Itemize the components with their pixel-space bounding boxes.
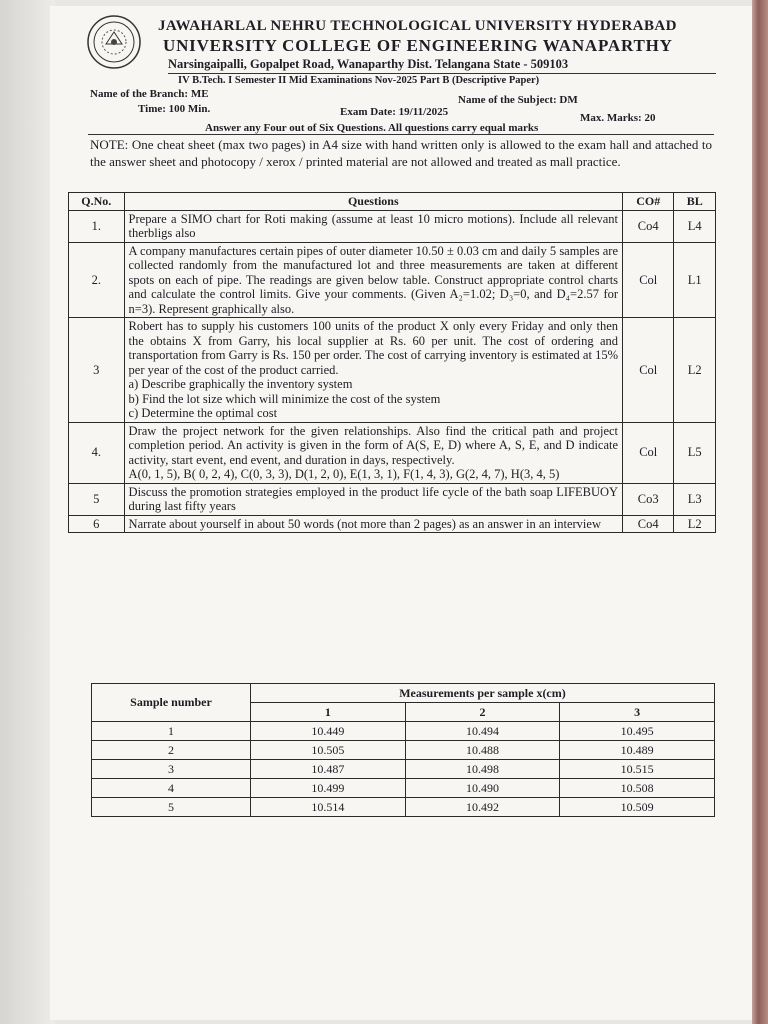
sample-row (92, 760, 715, 779)
measurement-col-1: 1 (251, 703, 406, 722)
subject-name: Name of the Subject: DM (458, 94, 578, 106)
question-number: 5 (69, 483, 125, 515)
measurement-value: 10.515 (560, 760, 715, 779)
question-row (69, 242, 716, 318)
sample-number: 5 (92, 798, 251, 817)
question-line: b) Find the lot size which will minimize the cost of the system (128, 391, 441, 406)
question-line: Prepare a SIMO chart for Roti making (assume at least 10 micro motions). Include all relevant therbligs also (128, 211, 619, 240)
questions-body (69, 210, 716, 533)
page-shadow (0, 0, 55, 1024)
measurement-value: 10.509 (560, 798, 715, 817)
course-outcome: Col (623, 318, 674, 423)
question-number: 3 (69, 318, 125, 423)
question-number: 4. (69, 422, 125, 483)
co-header: CO# (623, 193, 674, 211)
sample-number-header: Sample number (92, 684, 251, 722)
question-row (69, 515, 716, 533)
samples-table (91, 683, 715, 817)
question-line: c) Determine the optimal cost (128, 406, 278, 420)
sample-number: 1 (92, 722, 251, 741)
college-name: UNIVERSITY COLLEGE OF ENGINEERING WANAPARTHY (163, 36, 673, 55)
measurement-value: 10.487 (251, 760, 406, 779)
blooms-level: L5 (674, 422, 716, 483)
blooms-level: L2 (674, 515, 716, 533)
measurement-value: 10.498 (405, 760, 560, 779)
measurement-value: 10.505 (251, 741, 406, 760)
background-fabric (752, 0, 768, 1024)
measurement-value: 10.514 (251, 798, 406, 817)
sample-number: 3 (92, 760, 251, 779)
question-line: A(0, 1, 5), B( 0, 2, 4), C(0, 3, 3), D(1, 2, 0), E(1, 3, 1), F(1, 4, 3), G(2, 4, 7), H(3, 4, 5) (128, 467, 560, 481)
measurement-value: 10.492 (405, 798, 560, 817)
measurement-col-2: 2 (405, 703, 560, 722)
question-text (124, 318, 622, 423)
measurement-value: 10.494 (405, 722, 560, 741)
university-name: JAWAHARLAL NEHRU TECHNOLOGICAL UNIVERSITY HYDERABAD (158, 18, 677, 34)
question-row (69, 422, 716, 483)
measurement-value: 10.499 (251, 779, 406, 798)
sample-row (92, 722, 715, 741)
blooms-level: L1 (674, 242, 716, 318)
measurements-header: Measurements per sample x(cm) (251, 684, 715, 703)
question-line: A company manufactures certain pipes of outer diameter 10.50 ± 0.03 cm and daily 5 samples are collected randomly from the manufactured lot and three measurements are taken at different spots on each of pipe. The readings are given below table. Construct appropriate control charts and calculate the control limits. Give your comments. (Given A₂=1.02; D₃=0, and D₄=2.57 for n=3). Represent graphically also. (128, 243, 619, 316)
question-text (124, 515, 622, 533)
measurement-value: 10.490 (405, 779, 560, 798)
sample-number: 4 (92, 779, 251, 798)
header-rule (168, 73, 716, 74)
samples-header-row (92, 684, 715, 703)
questions-header-row (69, 193, 716, 211)
question-text (124, 422, 622, 483)
question-text (124, 210, 622, 242)
question-row (69, 210, 716, 242)
course-outcome: Col (623, 242, 674, 318)
questions-table (68, 192, 716, 533)
measurement-value: 10.488 (405, 741, 560, 760)
question-text (124, 242, 622, 318)
question-number: 6 (69, 515, 125, 533)
exam-date: Exam Date: 19/11/2025 (340, 106, 449, 118)
samples-body (92, 722, 715, 817)
sample-number: 2 (92, 741, 251, 760)
course-outcome: Col (623, 422, 674, 483)
exam-title: IV B.Tech. I Semester II Mid Examinations Nov-2025 Part B (Descriptive Paper) (178, 75, 540, 86)
question-text (124, 483, 622, 515)
measurement-value: 10.489 (560, 741, 715, 760)
branch-name: Name of the Branch: ME (90, 88, 209, 100)
question-line: Narrate about yourself in about 50 words (not more than 2 pages) as an answer in an interview (128, 516, 601, 531)
question-line: Draw the project network for the given relationships. Also find the critical path and project completion period. An activity is given in the form of A(S, E, D) where A, S, E, and D indicate activity, start event, end event, and duration in days, respectively. (128, 423, 619, 467)
college-address: Narsingaipalli, Gopalpet Road, Wanaparthy Dist. Telangana State - 509103 (168, 57, 569, 71)
questions-header: Questions (124, 193, 622, 211)
measurement-value: 10.449 (251, 722, 406, 741)
measurement-col-3: 3 (560, 703, 715, 722)
instructions-rule (88, 134, 714, 135)
university-seal-icon (86, 14, 142, 70)
measurement-value: 10.508 (560, 779, 715, 798)
qno-header: Q.No. (69, 193, 125, 211)
blooms-level: L2 (674, 318, 716, 423)
cheat-sheet-note: NOTE: One cheat sheet (max two pages) in A4 size with hand written only is allowed to the exam hall and attached to the answer sheet and photocopy / xerox / printed material are not allowed and treated as mall practice. (90, 137, 712, 169)
blooms-level: L3 (674, 483, 716, 515)
max-marks: Max. Marks: 20 (580, 112, 656, 124)
course-outcome: Co3 (623, 483, 674, 515)
course-outcome: Co4 (623, 515, 674, 533)
question-number: 2. (69, 242, 125, 318)
sample-row (92, 798, 715, 817)
blooms-level: L4 (674, 210, 716, 242)
question-number: 1. (69, 210, 125, 242)
question-line: Discuss the promotion strategies employed in the product life cycle of the bath soap LIFEBUOY during last fifty years (128, 484, 619, 513)
question-line: Robert has to supply his customers 100 units of the product X only every Friday and only then the obtains X from Garry, his local supplier at Rs. 60 per unit. The cost of ordering and transportation from Garry is Rs. 150 per order. The cost of carrying inventory is estimated at 15% per year of the cost of the product carried. (128, 319, 619, 377)
exam-time: Time: 100 Min. (138, 103, 211, 115)
instructions: Answer any Four out of Six Questions. All questions carry equal marks (205, 122, 539, 134)
question-line: a) Describe graphically the inventory system (128, 377, 353, 391)
bl-header: BL (674, 193, 716, 211)
question-row (69, 318, 716, 423)
sample-row (92, 741, 715, 760)
question-row (69, 483, 716, 515)
measurement-value: 10.495 (560, 722, 715, 741)
sample-row (92, 779, 715, 798)
course-outcome: Co4 (623, 210, 674, 242)
